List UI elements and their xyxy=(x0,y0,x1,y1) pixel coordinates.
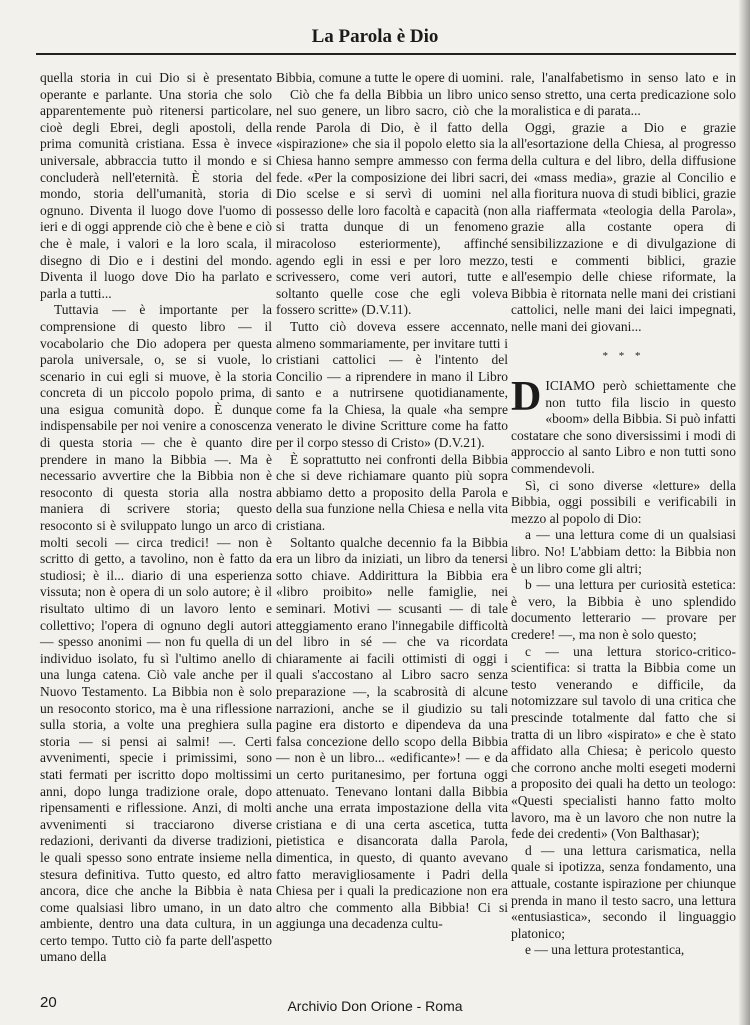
paragraph: Soltanto qualche decennio fa la Bibbia era un libro da iniziati, un libro da tenersi sotto chiave. Addirittura la Bibbia era «libro proibito» nelle famiglie, nei seminari. Motivi — scusanti — di tale atteggiamento erano l'innegabile difficoltà del libro in sé — che va ricordata chiaramente ai facili ottimisti di oggi i quali s'accostano al Libro sacro senza preparazione —, la scabrosità di alcune narrazioni, anche se il giudizio su tali pagine era distorto e dipendeva da una falsa concezione dello scopo della Bibbia — non è un libro... «edificante»! — e da un certo puritanesimo, per fortuna oggi attenuato. Tenevano lontani dalla Bibbia anche una errata impostazione della vita cristiana e di una certa ascetica, tutta pietistica e disancorata dalla Parola, dimentica, in questo, di quanto avevano fatto meravigliosamente i Padri della Chiesa per i quali la predicazione non era altro che commento alla Bibbia! Ci si aggiunga una decadenza cultu- xyxy=(276,534,508,932)
list-item: c — una lettura storico-critico-scientifica: si tratta la Bibbia come un testo venerando e difficile, da notomizzare sul tavolo di una critica che prescinde totalmente dal fatto che si tratta di un libro «ispirato» e che è stato affidato alla Chiesa; è pericolo questo che corrono anche molti esegeti moderni a proposito dei quali ha detto un teologo: «Questi specialisti hanno fatto molto lavoro, ma è un lavoro che non nutre la fede dei credenti» (Von Balthasar); xyxy=(511,643,736,842)
paragraph: Oggi, grazie a Dio e grazie all'esortazione della Chiesa, al progresso della cultura e del libro, della diffusione dei «mass media», grazie al Concilio e alla fioritura nuova di studi biblici, grazie alla riaffermata «teologia della Parola», grazie alla costante opera di sensibilizzazione e di divulgazione di testi e commenti biblici, grazie all'esempio delle chiese riformate, la Bibbia è ritornata nelle mani dei cristiani cattolici, nelle mani dei laici impegnati, nelle mani dei giovani... xyxy=(511,119,736,334)
paragraph: quella storia in cui Dio si è presentato operante e parlante. Una storia che solo apparentemente può ritenersi particolare, cioè degli Ebrei, degli apostoli, della prima comunità cristiana. Essa è invece universale, abbraccia tutto il mondo e si concluderà nell'eternità. È storia del mondo, storia dell'umanità, storia di ognuno. Diventa il luogo dove l'uomo di ieri e di oggi apprende ciò che è bene e ciò che è male, i valori e la loro scala, il disegno di Dio e i destini del mondo. Diventa il luogo dove Dio ha parlato e parla a tutti... xyxy=(40,70,272,301)
page-header-title: La Parola è Dio xyxy=(311,26,439,47)
text-column-2 xyxy=(276,70,508,933)
paragraph: Tutto ciò doveva essere accennato, almeno sommariamente, per invitare tutti i cristiani cattolici — è l'intento del Concilio — a riprendere in mano il Libro santo e a nutrirsene quotidianamente, come fa la Chiesa, la quale «ha sempre venerato le divine Scritture come ha fatto per il corpo stesso di Cristo» (D.V.21). xyxy=(276,318,508,451)
section-separator: * * * xyxy=(602,349,645,362)
paragraph: Sì, ci sono diverse «letture» della Bibbia, oggi possibili e verificabili in mezzo al popolo di Dio: xyxy=(511,477,736,526)
list-item: a — una lettura come di un qualsiasi libro. No! L'abbiam detto: la Bibbia non è un libro come gli altri; xyxy=(511,527,736,576)
list-item: d — una lettura carismatica, nella quale si ipotizza, senza fondamento, una attuale, costante ispirazione per chiunque prenda in mano il testo sacro, una lettura «entusiastica», secondo il linguaggio platonico; xyxy=(511,842,736,941)
page-number: 20 xyxy=(40,994,57,1011)
paragraph: rale, l'analfabetismo in senso lato e in senso stretto, una certa predicazione solo moralistica e di parata... xyxy=(511,70,736,119)
drop-cap-letter: D xyxy=(511,374,542,421)
header-rule xyxy=(36,53,736,55)
archive-caption: Archivio Don Orione - Roma xyxy=(287,998,463,1014)
text-column-3 xyxy=(511,70,736,959)
list-item: b — una lettura per curiosità estetica: è vero, la Bibbia è uno splendido documento letterario — provare per credere! —, ma non è solo questo; xyxy=(511,577,736,642)
paragraph-text: ICIAMO però schiettamente che non tutto fila liscio in questo «boom» della Bibbia. Si può infatti costatare che sono diversissimi i modi di approccio al santo Libro e non tutti sono commendevoli. xyxy=(511,378,736,477)
text-column-1 xyxy=(40,70,272,966)
paragraph: Tuttavia — è importante per la comprensione di questo libro — il vocabolario che Dio adopera per questa parola universale, o, se si vuole, lo scenario in cui egli si muove, è la storia concreta di un piccolo popolo prima, di una esigua comunità dopo. È dunque indispensabile per noi venire a conoscenza di questa storia — che è quanto dire prendere in mano la Bibbia —. Ma è necessario avvertire che la Bibbia non è resoconto di questa storia alla nostra maniera di scrivere storia; questo resoconto si è sviluppato lungo un arco di molti secoli — circa tredici! — non è scritto di getto, a tavolino, non è fatto da studiosi; è il... diario di una esperienza vissuta; non è opera di un solo autore; è il risultato ultimo di un lavoro lento e collettivo; l'opera di ognuno degli autori — spesso anonimi — non fu quella di un individuo isolato, fu sì l'ultimo anello di una lunga catena. Ciò vale anche per il Nuovo Testamento. La Bibbia non è solo un resoconto storico, ma è una riflessione sulla storia, a volte una preghiera sulla storia — si pensi ai salmi! —. Certi avvenimenti, specie i primissimi, sono stati fermati per iscritto dopo moltissimi anni, dopo lunga tradizione orale, dopo ripensamenti e riflessione. Anzi, di molti avvenimenti si tracciarono diverse redazioni, derivanti da diverse tradizioni, le quali spesso sono entrate insieme nella stesura definitiva. Tutto questo, ed altro ancora, dice che anche la Bibbia è nata come qualsiasi libro umano, in un dato ambiente, dentro una data cultura, in un certo tempo. Tutto ciò fa parte dell'aspetto umano della xyxy=(40,302,272,965)
list-item: e — una lettura protestantica, xyxy=(525,942,685,958)
paragraph-with-dropcap xyxy=(511,374,736,478)
paragraph: Ciò che fa della Bibbia un libro unico nel suo genere, un libro sacro, ciò che la rende Parola di Dio, è il fatto della «ispirazione» che sia il popolo eletto sia la Chiesa hanno sempre ammesso con ferma fede. «Per la composizione dei libri sacri, Dio scelse e si servì di uomini nel possesso delle loro facoltà e capacità (non si tratta dunque di un fenomeno miracoloso esteriormente), affinché agendo egli in essi e per loro mezzo, scrivessero, come veri autori, tutte e soltanto quelle cose che egli voleva fossero scritte» (D.V.11). xyxy=(276,86,508,318)
paragraph: Bibbia, comune a tutte le opere di uomini. xyxy=(276,70,504,85)
paragraph: È soprattutto nei confronti della Bibbia che si deve richiamare quanto più sopra abbiamo detto a proposito della Parola e della sua funzione nella Chiesa e nella vita cristiana. xyxy=(276,451,508,534)
page-edge-shadow xyxy=(738,0,750,1025)
